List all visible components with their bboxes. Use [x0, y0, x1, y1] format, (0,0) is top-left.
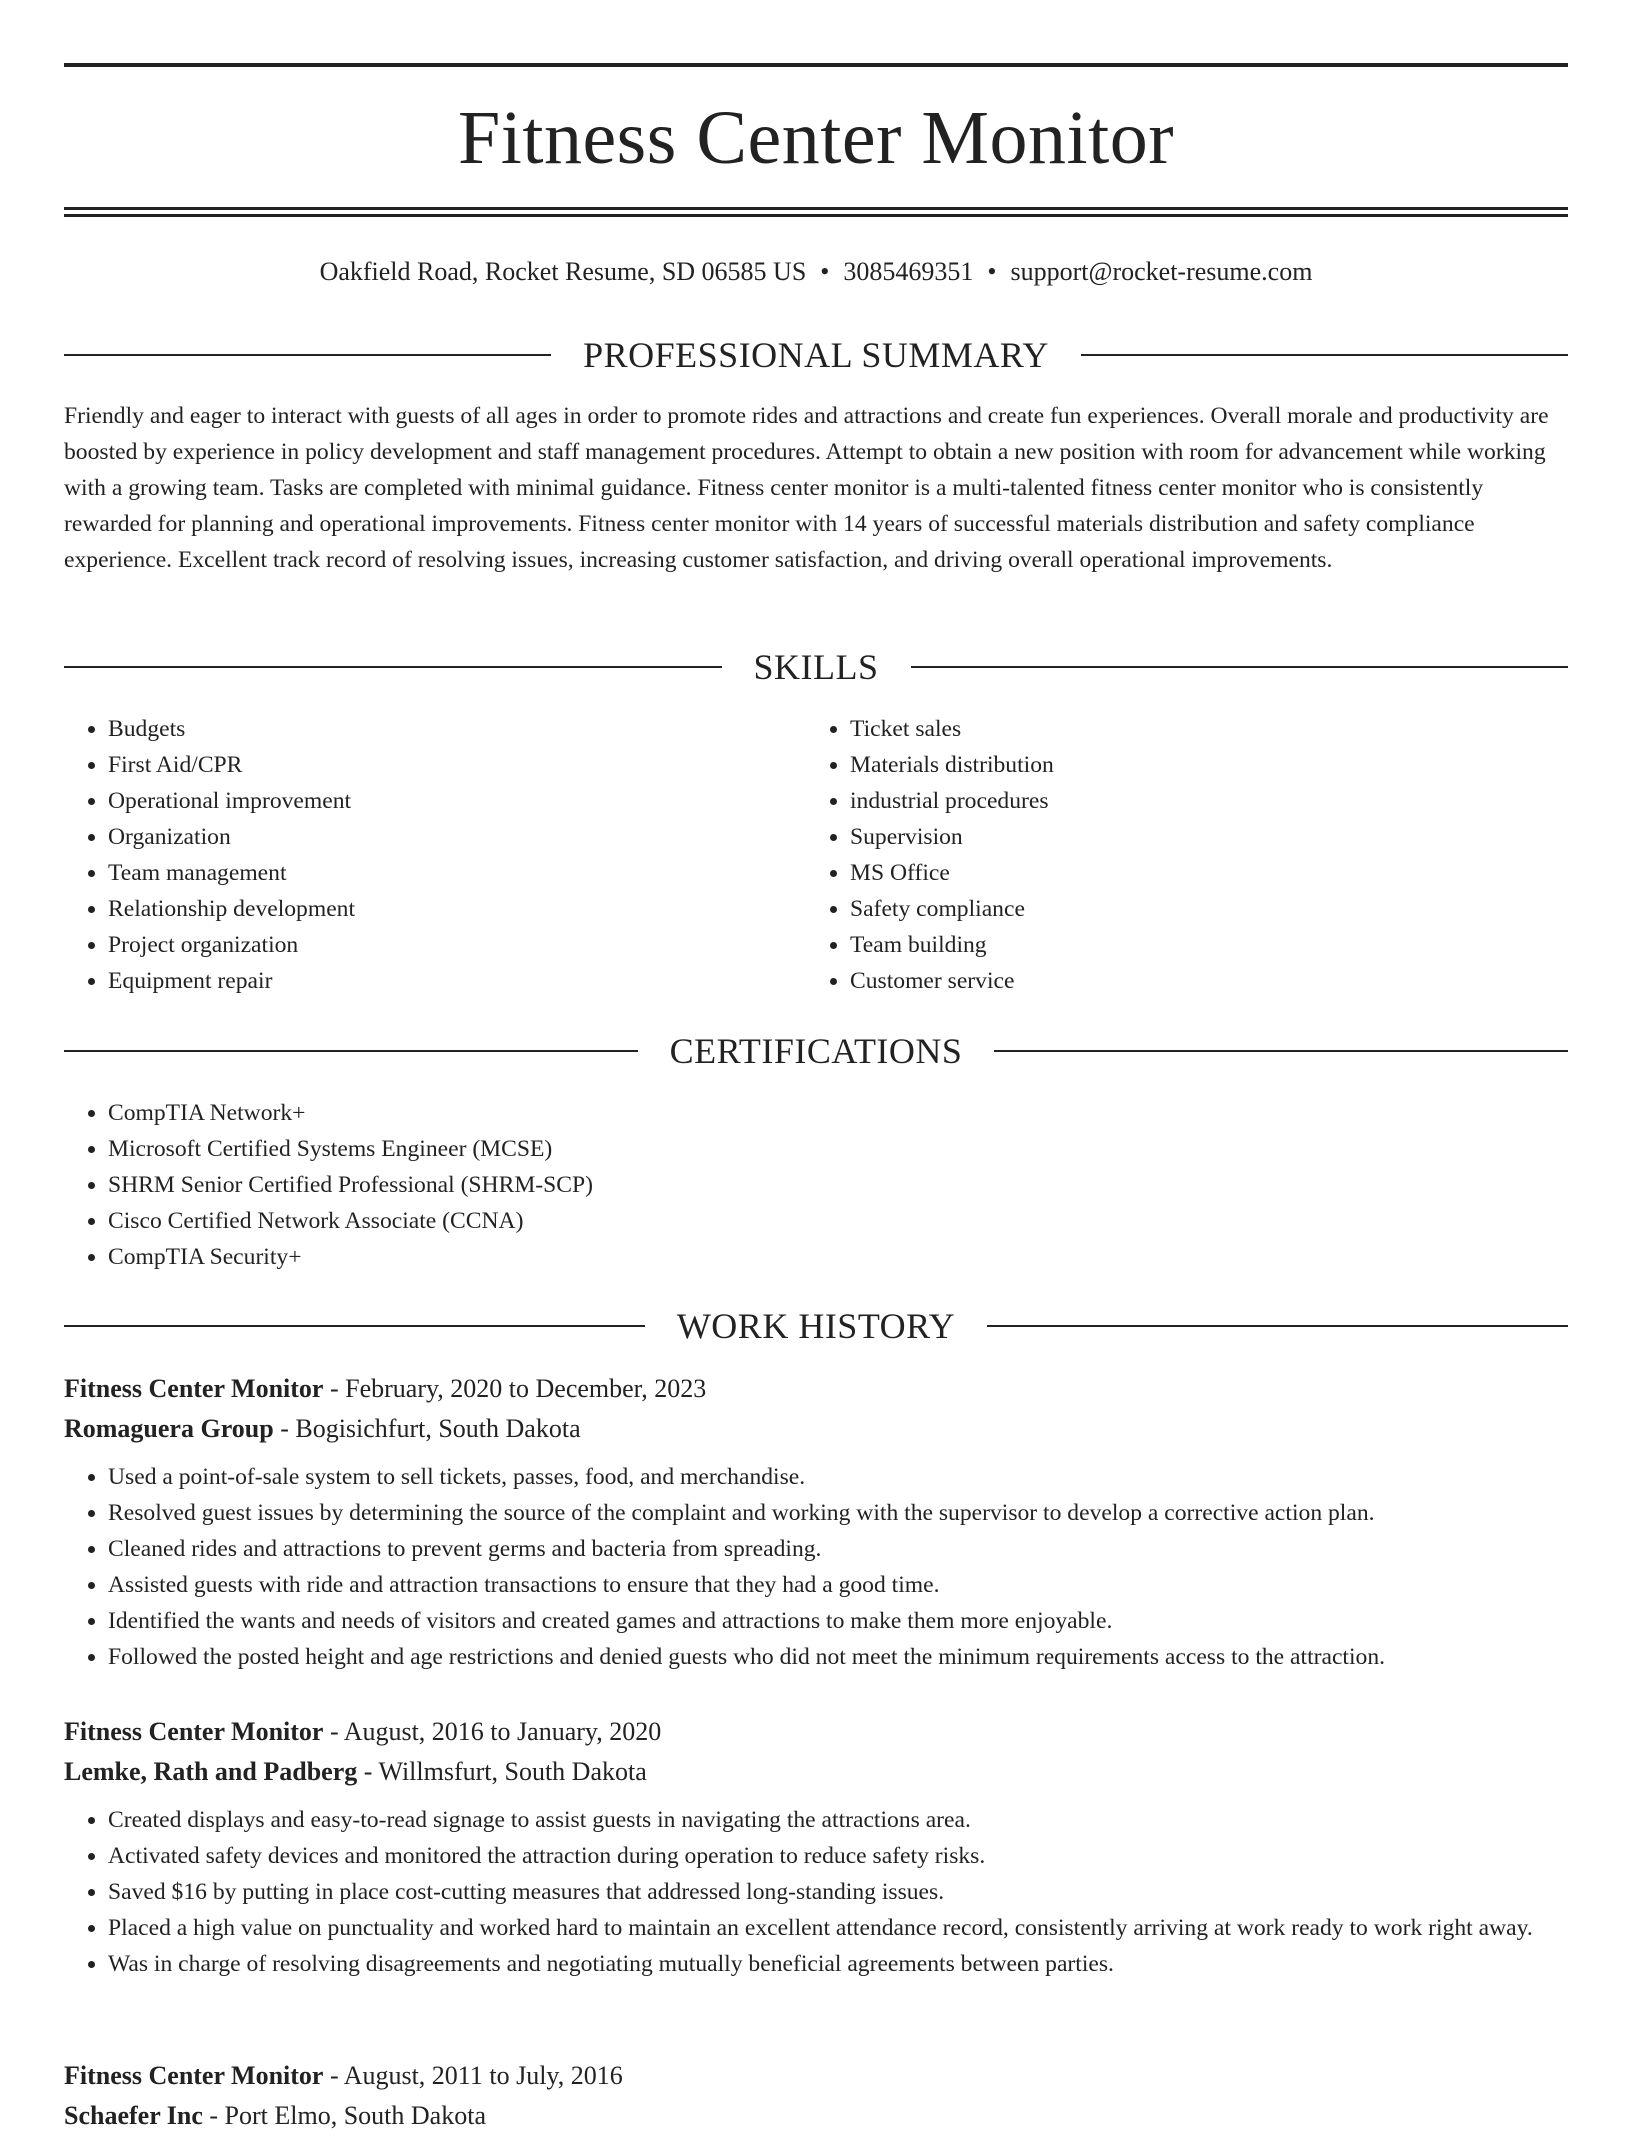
job-dates: - February, 2020 to December, 2023	[323, 1374, 707, 1403]
job-duty-item: • Followed the posted height and age restrictions and denied guests who did not meet the minimum requirements access to the attraction.	[108, 1639, 1568, 1675]
job-dates: - August, 2016 to January, 2020	[323, 1717, 662, 1746]
skill-item: • industrial procedures	[850, 783, 1506, 819]
contact-phone[interactable]: 3085469351	[843, 257, 974, 286]
job-title-line	[64, 1712, 1568, 1752]
summary-heading	[64, 330, 1568, 380]
certification-item: • SHRM Senior Certified Professional (SHRM-SCP)	[108, 1167, 1568, 1203]
skill-item: • Team management	[108, 855, 764, 891]
work-history-heading	[64, 1301, 1568, 1351]
certifications-list	[64, 1095, 1568, 1275]
job-duty-item: • Assisted guests with ride and attraction transactions to ensure that they had a good time.	[108, 1567, 1568, 1603]
job-duties-list	[64, 1802, 1568, 1982]
heading-rule	[64, 1050, 638, 1052]
skills-heading-label: SKILLS	[753, 647, 879, 687]
job-company-line	[64, 1409, 1568, 1449]
skill-item: • Project organization	[108, 927, 764, 963]
skill-item: • First Aid/CPR	[108, 747, 764, 783]
heading-rule	[911, 666, 1569, 668]
work-history-heading-label: WORK HISTORY	[676, 1306, 956, 1346]
job-duty-item: • Activated safety devices and monitored the attraction during operation to reduce safety risks.	[108, 1838, 1568, 1874]
job-duty-item: • Cleaned rides and attractions to prevent germs and bacteria from spreading.	[108, 1531, 1568, 1567]
job-duty-item: • Created displays and easy-to-read signage to assist guests in navigating the attractions area.	[108, 1802, 1568, 1838]
skill-item: • Equipment repair	[108, 963, 764, 999]
job-title: Fitness Center Monitor	[64, 1374, 324, 1403]
job-duty-item: • Was in charge of resolving disagreements and negotiating mutually beneficial agreements between parties.	[108, 1946, 1568, 1982]
job-location: - Port Elmo, South Dakota	[202, 2101, 486, 2130]
contact-email[interactable]: support@rocket-resume.com	[1010, 257, 1313, 286]
job-duty-item: • Identified the wants and needs of visitors and created games and attractions to make them more enjoyable.	[108, 1603, 1568, 1639]
skill-item: • Supervision	[850, 819, 1506, 855]
certifications-block	[64, 1095, 1568, 1275]
contact-address: Oakfield Road, Rocket Resume, SD 06585 US	[319, 257, 807, 286]
job-title: Fitness Center Monitor	[64, 2061, 324, 2090]
contact-line	[64, 252, 1568, 292]
skills-list-left	[64, 711, 764, 999]
skill-item: • Budgets	[108, 711, 764, 747]
job-duty-item: • Used a point-of-sale system to sell tickets, passes, food, and merchandise.	[108, 1459, 1568, 1495]
certifications-heading-label: CERTIFICATIONS	[669, 1031, 963, 1071]
job-location: - Willmsfurt, South Dakota	[357, 1757, 647, 1786]
skill-item: • MS Office	[850, 855, 1506, 891]
top-rule	[64, 63, 1568, 67]
skill-item: • Ticket sales	[850, 711, 1506, 747]
job-duties-list	[64, 1459, 1568, 1675]
skill-item: • Materials distribution	[850, 747, 1506, 783]
job-entry	[64, 2056, 1568, 2136]
heading-rule	[64, 1325, 645, 1327]
heading-rule	[994, 1050, 1568, 1052]
skills-list-right	[806, 711, 1506, 999]
job-location: - Bogisichfurt, South Dakota	[273, 1414, 581, 1443]
certification-item: • Cisco Certified Network Associate (CCNA)	[108, 1203, 1568, 1239]
name-double-rule	[64, 207, 1568, 217]
job-duty-item: • Saved $16 by putting in place cost-cutting measures that addressed long-standing issues.	[108, 1874, 1568, 1910]
job-company: Lemke, Rath and Padberg	[64, 1757, 358, 1786]
summary-heading-label: PROFESSIONAL SUMMARY	[583, 335, 1049, 375]
skill-item: • Relationship development	[108, 891, 764, 927]
certification-item: • Microsoft Certified Systems Engineer (MCSE)	[108, 1131, 1568, 1167]
job-title-line	[64, 1369, 1568, 1409]
contact-separator: •	[987, 257, 997, 286]
certification-item: • CompTIA Network+	[108, 1095, 1568, 1131]
heading-rule	[64, 666, 722, 668]
job-dates: - August, 2011 to July, 2016	[323, 2061, 623, 2090]
skill-item: • Team building	[850, 927, 1506, 963]
job-duty-item: • Resolved guest issues by determining the source of the complaint and working with the supervisor to develop a corrective action plan.	[108, 1495, 1568, 1531]
skill-item: • Operational improvement	[108, 783, 764, 819]
skill-item: • Organization	[108, 819, 764, 855]
skills-heading	[64, 642, 1568, 692]
heading-rule	[64, 354, 551, 356]
skill-item: • Customer service	[850, 963, 1506, 999]
skill-item: • Safety compliance	[850, 891, 1506, 927]
job-company: Romaguera Group	[64, 1414, 274, 1443]
job-company-line	[64, 2096, 1568, 2136]
job-entry	[64, 1369, 1568, 1675]
skills-right-column	[806, 711, 1506, 999]
heading-rule	[987, 1325, 1568, 1327]
certification-item: • CompTIA Security+	[108, 1239, 1568, 1275]
job-title: Fitness Center Monitor	[64, 1717, 324, 1746]
resume-name: Fitness Center Monitor	[457, 96, 1175, 180]
job-company-line	[64, 1752, 1568, 1792]
skills-left-column	[64, 711, 764, 999]
job-company: Schaefer Inc	[64, 2101, 203, 2130]
heading-rule	[1081, 354, 1568, 356]
summary-text: Friendly and eager to interact with guests of all ages in order to promote rides and attractions and create fun experiences. Overall morale and productivity are boosted by experience in policy development and staff management procedures. Attempt to obtain a new position with room for advancement while working with a growing team. Tasks are completed with minimal guidance. Fitness center monitor is a multi-talented fitness center monitor who is consistently rewarded for planning and operational improvements. Fitness center monitor with 14 years of successful materials distribution and safety compliance experience. Excellent track record of resolving issues, increasing customer satisfaction, and driving overall operational improvements.	[64, 403, 1549, 573]
job-duty-item: • Placed a high value on punctuality and worked hard to maintain an excellent attendance record, consistently arriving at work ready to work right away.	[108, 1910, 1568, 1946]
certifications-heading	[64, 1026, 1568, 1076]
contact-separator: •	[820, 257, 830, 286]
job-entry	[64, 1712, 1568, 1982]
job-title-line	[64, 2056, 1568, 2096]
